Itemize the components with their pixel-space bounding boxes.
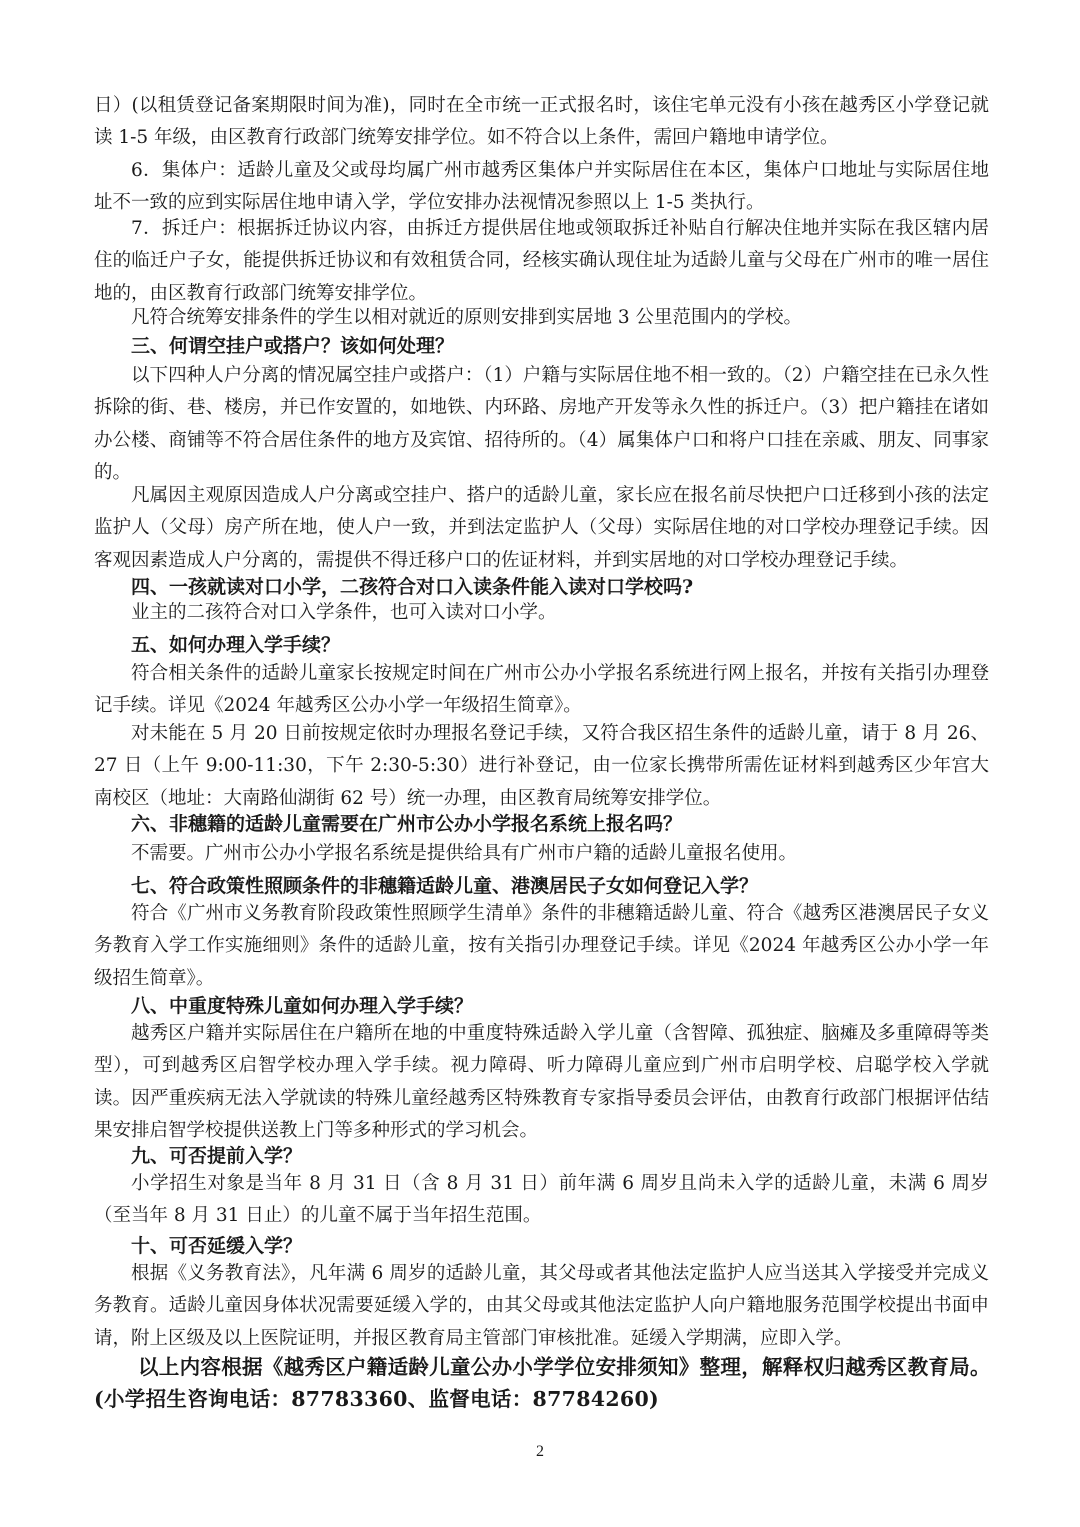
- footer-note: [94, 1351, 994, 1415]
- heading-section-7: 七、符合政策性照顾条件的非穗籍适龄儿童、港澳居民子女如何登记入学？: [131, 875, 759, 897]
- heading-section-8: 八、中重度特殊儿童如何办理入学手续？: [131, 995, 474, 1017]
- paragraph-second-child: 业主的二孩符合对口入学条件，也可入读对口小学。: [131, 602, 557, 623]
- paragraph-continuation: 日）(以租赁登记备案期限时间为准)，同时在全市统一正式报名时，该住宅单元没有小孩在越秀区小学登记就读 1-5 年级，由区教育行政部门统筹安排学位。如不符合以上条件，需回户籍地申请学位。: [94, 95, 989, 149]
- footer-text: 以上内容根据《越秀区户籍适龄儿童公办小学学位安排须知》整理，解释权归越秀区教育局。(小学招生咨询电话：87783360、监督电话：87784260): [94, 1355, 991, 1411]
- paragraph-empty-household-types: 以下四种人户分离的情况属空挂户或搭户：（1）户籍与实际居住地不相一致的。（2）户籍空挂在已永久性拆除的街、巷、楼房，并已作安置的，如地铁、内环路、房地产开发等永久性的拆迁户。（3）把户籍挂在诸如办公楼、商铺等不符合居住条件的地方及宾馆、招待所的。（4）属集体户口和将户口挂在亲戚、朋友、同事家的。: [94, 365, 989, 484]
- heading-section-5: 五、如何办理入学手续？: [131, 634, 341, 656]
- paragraph-3km-rule: 凡符合统筹安排条件的学生以相对就近的原则安排到实居地 3 公里范围内的学校。: [131, 307, 803, 328]
- paragraph-policy-care: 符合《广州市义务教育阶段政策性照顾学生清单》条件的非穗籍适龄儿童、符合《越秀区港澳居民子女义务教育入学工作实施细则》条件的适龄儿童，按有关指引办理登记手续。详见《2024 年越秀区公办小学一年级招生简章》。: [94, 903, 989, 989]
- paragraph-online-registration: 符合相关条件的适龄儿童家长按规定时间在广州市公办小学报名系统进行网上报名，并按有关指引办理登记手续。详见《2024 年越秀区公办小学一年级招生简章》。: [94, 663, 989, 717]
- heading-section-6: 六、非穗籍的适龄儿童需要在广州市公办小学报名系统上报名吗？: [131, 813, 683, 835]
- paragraph-early-enrollment: 小学招生对象是当年 8 月 31 日（含 8 月 31 日）前年满 6 周岁且尚未入学的适龄儿童，未满 6 周岁（至当年 8 月 31 日止）的儿童不属于当年招生范围。: [94, 1173, 989, 1227]
- paragraph-collective-household: 6．集体户：适龄儿童及父或母均属广州市越秀区集体户并实际居住在本区，集体户口地址与实际居住地址不一致的应到实际居住地申请入学，学位安排办法视情况参照以上 1-5 类执行。: [94, 160, 989, 214]
- paragraph-special-needs: 越秀区户籍并实际居住在户籍所在地的中重度特殊适龄入学儿童（含智障、孤独症、脑瘫及多重障碍等类型），可到越秀区启智学校办理入学手续。视力障碍、听力障碍儿童应到广州市启明学校、启聪学校入学就读。因严重疾病无法入学就读的特殊儿童经越秀区特殊教育专家指导委员会评估，由教育行政部门根据评估结果安排启智学校提供送教上门等多种形式的学习机会。: [94, 1023, 989, 1142]
- heading-section-9: 九、可否提前入学？: [131, 1145, 303, 1167]
- heading-section-4: 四、一孩就读对口小学，二孩符合对口入读条件能入读对口学校吗?: [131, 576, 694, 598]
- paragraph-deferred-enrollment: 根据《义务教育法》，凡年满 6 周岁的适龄儿童，其父母或者其他法定监护人应当送其入学接受并完成义务教育。适龄儿童因身体状况需要延缓入学的，由其父母或其他法定监护人向户籍地服务范围学校提出书面申请，附上区级及以上医院证明，并报区教育局主管部门审核批准。延缓入学期满，应即入学。: [94, 1263, 989, 1349]
- paragraph-late-registration: 对未能在 5 月 20 日前按规定依时办理报名登记手续，又符合我区招生条件的适龄儿童，请于 8 月 26、27 日（上午 9:00-11:30，下午 2:30-5:30）进行补登记，由一位家长携带所需佐证材料到越秀区少年宫大南校区（地址：大南路仙湖街 62 号）统一办理，由区教育局统筹安排学位。: [94, 723, 989, 809]
- paragraph-empty-household-handling: 凡属因主观原因造成人户分离或空挂户、搭户的适龄儿童，家长应在报名前尽快把户口迁移到小孩的法定监护人（父母）房产所在地，使人户一致，并到法定监护人（父母）实际居住地的对口学校办理登记手续。因客观因素造成人户分离的，需提供不得迁移户口的佐证材料，并到实居地的对口学校办理登记手续。: [94, 485, 989, 571]
- heading-section-10: 十、可否延缓入学？: [131, 1235, 303, 1257]
- page-number: 2: [536, 1443, 544, 1460]
- heading-section-3: 三、何谓空挂户或搭户？该如何处理？: [131, 335, 455, 357]
- paragraph-non-local-registration: 不需要。广州市公办小学报名系统是提供给具有广州市户籍的适龄儿童报名使用。: [131, 843, 798, 864]
- paragraph-relocated-household: 7．拆迁户：根据拆迁协议内容，由拆迁方提供居住地或领取拆迁补贴自行解决住地并实际在我区辖内居住的临迁户子女，能提供拆迁协议和有效租赁合同，经核实确认现住址为适龄儿童与父母在广州市的唯一居住地的，由区教育行政部门统筹安排学位。: [94, 218, 989, 304]
